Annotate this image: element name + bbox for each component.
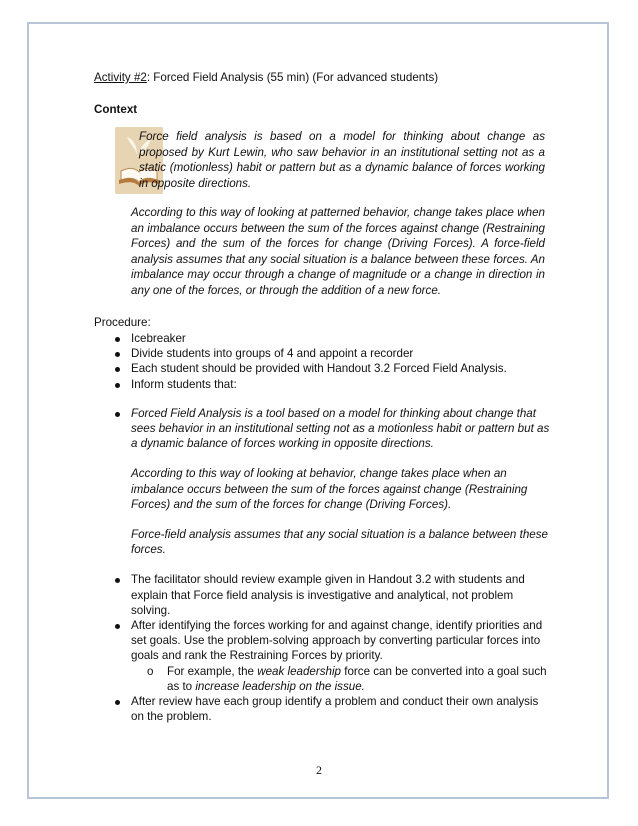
emphasis-weak-leadership: weak leadership (257, 664, 342, 678)
list-item: Inform students that: (111, 377, 551, 392)
behavior-change-explanation: According to this way of looking at behavior, change takes place when an imbalance occurs between the sum of the forces against change (Restraining Forces) and the sum of the forces for change (Driving Forces). (131, 467, 528, 511)
context-intro-paragraph: Force field analysis is based on a model for thinking about change as proposed by Kurt Lewin, who saw behavior in an institutional setting not as a static (motionless) habit or pattern but as a dynamic balance of forces working in opposite directions. (139, 130, 545, 190)
context-heading: Context (94, 103, 138, 116)
list-item: After review have each group identify a problem and conduct their own analysis on the problem. (111, 694, 551, 724)
sub-bullet-marker: o (147, 664, 154, 678)
forced-field-definition: Forced Field Analysis is a tool based on a model for thinking about change that sees behavior in an institutional setting not as a motionless habit or pattern but as a dynamic balance of forces working in opposite directions. (131, 406, 550, 451)
page-number: 2 (316, 763, 322, 777)
list-item: The facilitator should review example given in Handout 3.2 with students and explain that Force field analysis is investigative and analytical, not problem solving. (111, 572, 551, 618)
balance-assumption: Force-field analysis assumes that any social situation is a balance between these forces. (131, 528, 548, 557)
activity-title-text: : Forced Field Analysis (55 min) (For advanced students) (146, 71, 439, 84)
activity-title (94, 71, 438, 84)
emphasis-increase-leadership: increase leadership on the issue. (195, 679, 365, 693)
sub-list-item: o For example, the weak leadership force can be converted into a goal such as to increase leadership on the issue. (147, 664, 547, 693)
list-item: After identifying the forces working for and against change, identify priorities and set goals. Use the problem-solving approach by converting particular forces into goals and rank the Restraining Forces by priority. (111, 618, 551, 664)
list-item: Divide students into groups of 4 and appoint a recorder (111, 346, 551, 361)
procedure-label: Procedure: (94, 316, 151, 329)
list-item: Icebreaker (111, 331, 551, 346)
list-item-italic (111, 406, 551, 558)
list-item: Each student should be provided with Handout 3.2 Forced Field Analysis. (111, 361, 551, 376)
activity-number: Activity #2 (94, 71, 147, 84)
context-second-paragraph: According to this way of looking at patterned behavior, change takes place when an imbalance occurs between the sum of the forces against change (Restraining Forces) and the sum of the forces for change (Driving Forces). A force-field analysis assumes that any social situation is a balance between these forces. An imbalance may occur through a change of magnitude or a change in direction in any one of the forces, or through the addition of a new force. (131, 206, 545, 297)
procedure-list (111, 331, 551, 724)
